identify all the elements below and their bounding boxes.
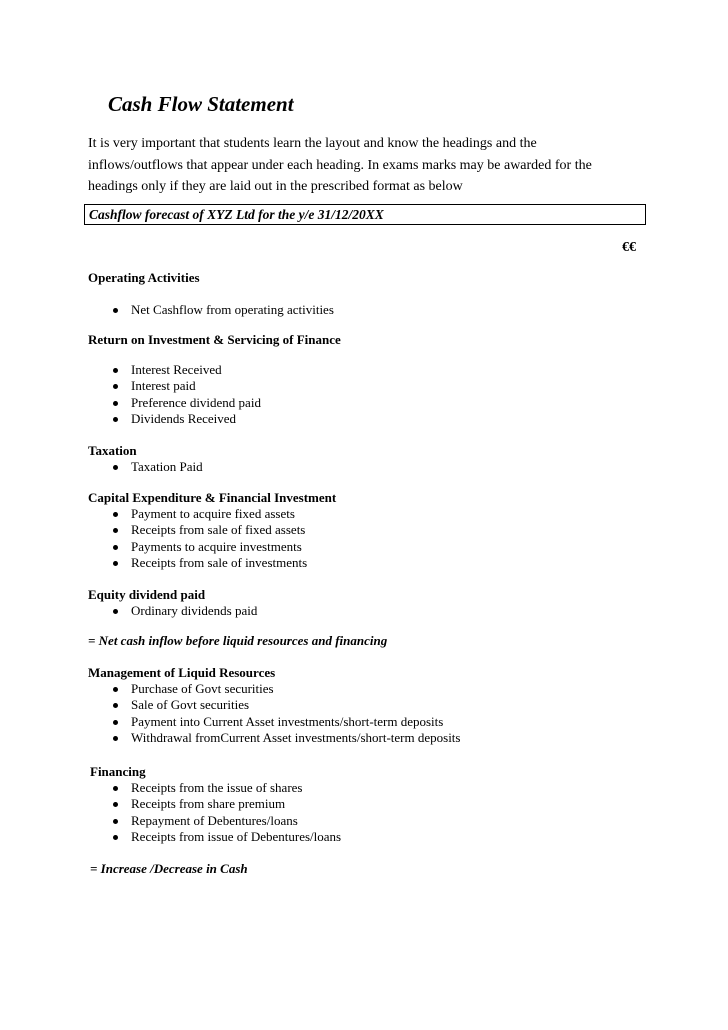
list-item: Payments to acquire investments <box>110 539 307 555</box>
bullet-icon <box>113 835 118 840</box>
intro-line: inflows/outflows that appear under each heading. In exams marks may be awarded for the <box>88 157 592 173</box>
list-item: Payment into Current Asset investments/short-term deposits <box>110 714 460 730</box>
list-item: Dividends Received <box>110 411 261 427</box>
bullet-icon <box>113 368 118 373</box>
section-heading-return-investment: Return on Investment & Servicing of Finance <box>88 332 341 347</box>
list-item: Receipts from sale of fixed assets <box>110 522 307 538</box>
net-cash-inflow-line: = Net cash inflow before liquid resources and financing <box>88 633 388 648</box>
intro-line: It is very important that students learn the layout and know the headings and the <box>88 136 537 151</box>
list-item: Receipts from the issue of shares <box>110 780 341 796</box>
list-item: Interest Received <box>110 362 261 378</box>
currency-column-header: €€ <box>622 240 636 255</box>
section-heading-operating: Operating Activities <box>88 270 200 285</box>
list-item: Repayment of Debentures/loans <box>110 813 341 829</box>
bullet-icon <box>113 401 118 406</box>
bullet-icon <box>113 417 118 422</box>
section-heading-financing: Financing <box>90 764 146 779</box>
bullet-icon <box>113 687 118 692</box>
list-item: Interest paid <box>110 378 261 394</box>
bullet-icon <box>113 609 118 614</box>
section-heading-taxation: Taxation <box>88 443 137 458</box>
bullet-icon <box>113 819 118 824</box>
list-operating <box>110 302 334 318</box>
list-item: Net Cashflow from operating activities <box>110 302 334 318</box>
bullet-icon <box>113 528 118 533</box>
bullet-icon <box>113 384 118 389</box>
bullet-icon <box>113 545 118 550</box>
list-return-investment <box>110 362 261 428</box>
forecast-title-box: Cashflow forecast of XYZ Ltd for the y/e 31/12/20XX <box>84 204 646 225</box>
bullet-icon <box>113 703 118 708</box>
list-item: Receipts from sale of investments <box>110 555 307 571</box>
list-taxation <box>110 459 203 475</box>
list-capex <box>110 506 307 572</box>
list-liquid <box>110 681 460 747</box>
list-item: Preference dividend paid <box>110 395 261 411</box>
bullet-icon <box>113 465 118 470</box>
list-item: Ordinary dividends paid <box>110 603 257 619</box>
list-item: Receipts from share premium <box>110 796 341 812</box>
intro-line: headings only if they are laid out in the prescribed format as below <box>88 179 463 194</box>
section-heading-capex: Capital Expenditure & Financial Investment <box>88 490 337 505</box>
bullet-icon <box>113 736 118 741</box>
section-heading-liquid: Management of Liquid Resources <box>88 665 276 680</box>
list-item: Withdrawal fromCurrent Asset investments/short-term deposits <box>110 730 460 746</box>
list-item: Receipts from issue of Debentures/loans <box>110 829 341 845</box>
list-item: Purchase of Govt securities <box>110 681 460 697</box>
bullet-icon <box>113 720 118 725</box>
intro-paragraph <box>88 133 648 198</box>
page-title: Cash Flow Statement <box>108 92 294 116</box>
bullet-icon <box>113 308 118 313</box>
section-heading-equity: Equity dividend paid <box>88 587 206 602</box>
list-item: Sale of Govt securities <box>110 697 460 713</box>
list-equity <box>110 603 257 619</box>
bullet-icon <box>113 561 118 566</box>
bullet-icon <box>113 512 118 517</box>
bullet-icon <box>113 786 118 791</box>
increase-decrease-line: = Increase /Decrease in Cash <box>90 861 248 876</box>
bullet-icon <box>113 802 118 807</box>
list-item: Taxation Paid <box>110 459 203 475</box>
list-item: Payment to acquire fixed assets <box>110 506 307 522</box>
list-financing <box>110 780 341 846</box>
